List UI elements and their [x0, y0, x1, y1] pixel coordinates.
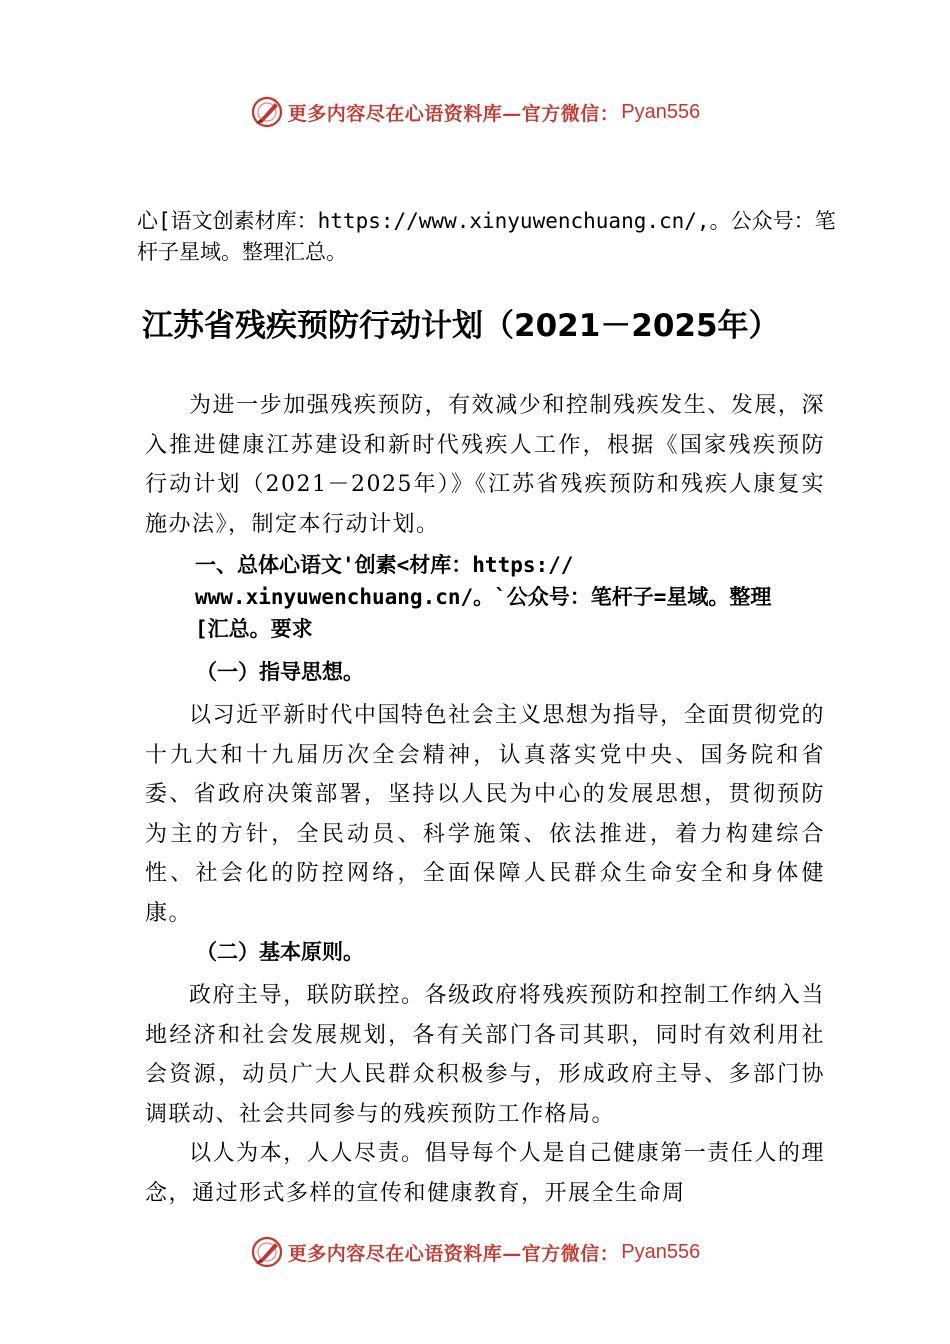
section-heading-line: www.xinyuwenchuang.cn/。`公众号：笔杆子=星域。整理 [195, 585, 772, 609]
header-banner [0, 92, 950, 132]
source-note: 心[语文创素材库：https://www.xinyuwenchuang.cn/,。公众号：笔杆子星域。整理汇总。 [137, 209, 836, 264]
wechat-id: Pyan556 [621, 1240, 701, 1263]
wechat-id: Pyan556 [621, 100, 701, 123]
document-title: 江苏省残疾预防行动计划（2021－2025年） [142, 308, 780, 344]
banner-text: 更多内容尽在心语资料库—官方微信： [287, 1242, 620, 1265]
brush-logo-icon [250, 95, 284, 129]
banner-text: 更多内容尽在心语资料库—官方微信： [287, 102, 620, 125]
intro-paragraph: 为进一步加强残疾预防，有效减少和控制残疾发生、发展，深入推进健康江苏建设和新时代残疾人工作，根据《国家残疾预防行动计划（2021－2025年）》《江苏省残疾预防和残疾人康复实施办法》，制定本行动计划。 [145, 393, 825, 537]
principle-paragraph: 以人为本，人人尽责。倡导每个人是自己健康第一责任人的理念，通过形式多样的宣传和健康教育，开展全生命周 [145, 1141, 825, 1206]
section-heading-line: [汇总。要求 [195, 617, 313, 641]
section-heading [195, 549, 771, 645]
subsection-heading-guiding-ideology: （一）指导思想。 [196, 660, 364, 684]
subsection-heading-basic-principles: （二）基本原则。 [196, 940, 364, 964]
principle-paragraph: 政府主导，联防联控。各级政府将残疾预防和控制工作纳入当地经济和社会发展规划，各有关部门各司其职，同时有效利用社会资源，动员广大人民群众积极参与，形成政府主导、多部门协调联动、社会共同参与的残疾预防工作格局。 [145, 983, 825, 1127]
footer-banner [0, 1232, 950, 1272]
brush-logo-icon [250, 1235, 284, 1269]
section-heading-line: 一、总体心语文'创素<材库：https:// [195, 553, 574, 577]
guiding-ideology-paragraph: 以习近平新时代中国特色社会主义思想为指导，全面贯彻党的十九大和十九届历次全会精神，认真落实党中央、国务院和省委、省政府决策部署，坚持以人民为中心的发展思想，贯彻预防为主的方针，全民动员、科学施策、依法推进，着力构建综合性、社会化的防控网络，全面保障人民群众生命安全和身体健康。 [145, 703, 825, 926]
